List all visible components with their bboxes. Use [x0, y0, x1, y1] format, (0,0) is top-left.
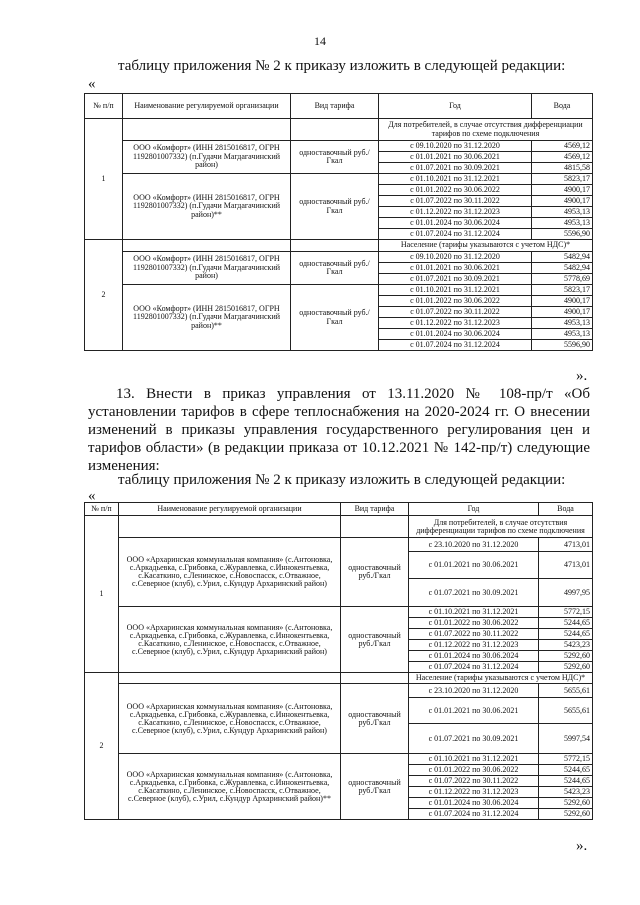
item-13-paragraph [88, 385, 590, 475]
value-cell: 4953,13 [532, 207, 593, 218]
period-cell: с 23.10.2020 по 31.12.2020 [409, 684, 539, 698]
empty-cell [119, 673, 341, 684]
section-row [85, 240, 593, 252]
org-name: ООО «Архаринская коммунальная компания» (с.Антоновка, с.Аркадьевка, с.Грибовка, с.Журавлевка, с.Иннокентьевка, с.Касаткино, с.Ленинское, с.Новоспасск, с.Отважное, с.Северное (клуб), с.Урил, с.Кундур Архаринский район)** [119, 754, 341, 820]
page-number: 14 [314, 34, 326, 48]
period-cell: с 01.10.2021 по 31.12.2021 [409, 754, 539, 765]
value-cell: 5292,60 [539, 798, 593, 809]
tariff-type: одноставочный руб./Гкал [291, 174, 379, 240]
tariff-table-2 [84, 502, 593, 820]
section-row [85, 673, 593, 684]
empty-cell [123, 240, 291, 252]
section-label: Население (тарифы указываются с учетом НДС)* [379, 240, 593, 252]
section-row [85, 119, 593, 141]
table-row [85, 285, 593, 296]
period-cell: с 01.01.2024 по 30.06.2024 [409, 651, 539, 662]
section-label: Для потребителей, в случае отсутствия дифференциации тарифов по схеме подключения [409, 516, 593, 538]
value-cell: 4569,12 [532, 152, 593, 163]
tariff-type: одноставочный руб./Гкал [341, 684, 409, 754]
value-cell: 5655,61 [539, 698, 593, 724]
close-quote-1: ». [576, 368, 588, 384]
period-cell: с 01.12.2022 по 31.12.2023 [409, 640, 539, 651]
header-cell: Вид тарифа [291, 94, 379, 119]
period-cell: с 01.07.2024 по 31.12.2024 [409, 809, 539, 820]
table-row [85, 174, 593, 185]
period-cell: с 01.07.2022 по 30.11.2022 [409, 776, 539, 787]
intro-text-2: таблицу приложения № 2 к приказу изложить в следующей редакции: [118, 472, 566, 488]
header-cell: № п/п [85, 94, 123, 119]
value-cell: 4569,12 [532, 141, 593, 152]
value-cell: 5772,15 [539, 607, 593, 618]
value-cell: 4713,01 [539, 538, 593, 552]
value-cell: 5778,69 [532, 274, 593, 285]
period-cell: с 01.01.2022 по 30.06.2022 [379, 185, 532, 196]
org-name: ООО «Архаринская коммунальная компания» (с.Антоновка, с.Аркадьевка, с.Грибовка, с.Журавлевка, с.Иннокентьевка, с.Касаткино, с.Ленинское, с.Новоспасск, с.Отважное, с.Северное (клуб), с.Урил, с.Кундур Архаринский район) [119, 538, 341, 607]
value-cell: 4713,01 [539, 552, 593, 579]
value-cell: 5482,94 [532, 263, 593, 274]
period-cell: с 01.07.2024 по 31.12.2024 [379, 340, 532, 351]
org-name: ООО «Архаринская коммунальная компания» (с.Антоновка, с.Аркадьевка, с.Грибовка, с.Журавлевка, с.Иннокентьевка, с.Касаткино, с.Ленинское, с.Новоспасск, с.Отважное, с.Северное (клуб), с.Урил, с.Кундур Архаринский район) [119, 684, 341, 754]
open-quote-1: « [88, 76, 96, 92]
row-number: 2 [85, 673, 119, 820]
period-cell: с 01.07.2021 по 30.09.2021 [379, 163, 532, 174]
period-cell: с 01.10.2021 по 31.12.2021 [409, 607, 539, 618]
period-cell: с 01.07.2022 по 30.11.2022 [409, 629, 539, 640]
period-cell: с 01.12.2022 по 31.12.2023 [379, 318, 532, 329]
period-cell: с 01.01.2022 по 30.06.2022 [409, 618, 539, 629]
value-cell: 5772,15 [539, 754, 593, 765]
table-row [85, 684, 593, 698]
value-cell: 4900,17 [532, 296, 593, 307]
header-cell: Вода [532, 94, 593, 119]
period-cell: с 01.01.2021 по 30.06.2021 [409, 698, 539, 724]
period-cell: с 23.10.2020 по 31.12.2020 [409, 538, 539, 552]
org-name: ООО «Комфорт» (ИНН 2815016817, ОГРН 1192801007332) (п.Гудачи Магдагачинский район) [123, 252, 291, 285]
tariff-type: одноставочный руб./Гкал [291, 285, 379, 351]
period-cell: с 01.07.2024 по 31.12.2024 [409, 662, 539, 673]
value-cell: 5596,90 [532, 340, 593, 351]
header-cell: Вода [539, 503, 593, 516]
tariff-type: одноставочный руб./Гкал [291, 141, 379, 174]
period-cell: с 01.07.2024 по 31.12.2024 [379, 229, 532, 240]
period-cell: с 01.12.2022 по 31.12.2023 [379, 207, 532, 218]
table-row [85, 607, 593, 618]
period-cell: с 01.07.2022 по 30.11.2022 [379, 196, 532, 207]
period-cell: с 01.07.2022 по 30.11.2022 [379, 307, 532, 318]
table-header-row [85, 503, 593, 516]
value-cell: 4900,17 [532, 307, 593, 318]
value-cell: 5823,17 [532, 285, 593, 296]
empty-cell [341, 516, 409, 538]
period-cell: с 01.10.2021 по 31.12.2021 [379, 285, 532, 296]
period-cell: с 09.10.2020 по 31.12.2020 [379, 141, 532, 152]
tariff-type: одноставочный руб./Гкал [341, 607, 409, 673]
value-cell: 5292,60 [539, 651, 593, 662]
org-name: ООО «Комфорт» (ИНН 2815016817, ОГРН 1192801007332) (п.Гудачи Магдагачинский район)** [123, 174, 291, 240]
table-header-row [85, 94, 593, 119]
period-cell: с 01.01.2024 по 30.06.2024 [409, 798, 539, 809]
period-cell: с 01.01.2022 по 30.06.2022 [379, 296, 532, 307]
value-cell: 5423,23 [539, 640, 593, 651]
row-number: 1 [85, 516, 119, 673]
value-cell: 5292,60 [539, 809, 593, 820]
section-row [85, 516, 593, 538]
open-quote-2: « [88, 488, 96, 504]
section-label: Для потребителей, в случае отсутствия дифференциации тарифов по схеме подключения [379, 119, 593, 141]
row-number: 1 [85, 119, 123, 240]
value-cell: 4953,13 [532, 329, 593, 340]
value-cell: 5423,23 [539, 787, 593, 798]
period-cell: с 01.07.2021 по 30.09.2021 [409, 579, 539, 607]
value-cell: 5292,60 [539, 662, 593, 673]
org-name: ООО «Архаринская коммунальная компания» (с.Антоновка, с.Аркадьевка, с.Грибовка, с.Журавлевка, с.Иннокентьевка, с.Касаткино, с.Ленинское, с.Новоспасск, с.Отважное, с.Северное (клуб), с.Урил, с.Кундур Архаринский район) [119, 607, 341, 673]
period-cell: с 09.10.2020 по 31.12.2020 [379, 252, 532, 263]
header-cell: № п/п [85, 503, 119, 516]
org-name: ООО «Комфорт» (ИНН 2815016817, ОГРН 1192801007332) (п.Гудачи Магдагачинский район) [123, 141, 291, 174]
org-name: ООО «Комфорт» (ИНН 2815016817, ОГРН 1192801007332) (п.Гудачи Магдагачинский район)** [123, 285, 291, 351]
empty-cell [291, 240, 379, 252]
value-cell: 5596,90 [532, 229, 593, 240]
value-cell: 4997,95 [539, 579, 593, 607]
header-cell: Год [409, 503, 539, 516]
value-cell: 5244,65 [539, 776, 593, 787]
value-cell: 5655,61 [539, 684, 593, 698]
period-cell: с 01.12.2022 по 31.12.2023 [409, 787, 539, 798]
period-cell: с 01.01.2024 по 30.06.2024 [379, 329, 532, 340]
value-cell: 4900,17 [532, 185, 593, 196]
value-cell: 4953,13 [532, 318, 593, 329]
header-cell: Наименование регулируемой организации [123, 94, 291, 119]
period-cell: с 01.01.2021 по 30.06.2021 [379, 263, 532, 274]
period-cell: с 01.10.2021 по 31.12.2021 [379, 174, 532, 185]
value-cell: 5244,65 [539, 765, 593, 776]
period-cell: с 01.01.2021 по 30.06.2021 [379, 152, 532, 163]
header-cell: Год [379, 94, 532, 119]
period-cell: с 01.01.2021 по 30.06.2021 [409, 552, 539, 579]
row-number: 2 [85, 240, 123, 351]
table-row [85, 538, 593, 552]
value-cell: 4953,13 [532, 218, 593, 229]
tariff-type: одноставочный руб./Гкал [341, 754, 409, 820]
close-quote-2: ». [576, 838, 588, 854]
item-13-number: 13. [116, 386, 135, 402]
period-cell: с 01.07.2021 по 30.09.2021 [379, 274, 532, 285]
value-cell: 5244,65 [539, 618, 593, 629]
period-cell: с 01.07.2021 по 30.09.2021 [409, 724, 539, 754]
value-cell: 4815,58 [532, 163, 593, 174]
value-cell: 5482,94 [532, 252, 593, 263]
tariff-table-1 [84, 93, 593, 351]
empty-cell [291, 119, 379, 141]
tariff-type: одноставочный руб./Гкал [341, 538, 409, 607]
empty-cell [123, 119, 291, 141]
empty-cell [119, 516, 341, 538]
tariff-type: одноставочный руб./Гкал [291, 252, 379, 285]
value-cell: 4900,17 [532, 196, 593, 207]
value-cell: 5997,54 [539, 724, 593, 754]
intro-text-1: таблицу приложения № 2 к приказу изложить в следующей редакции: [118, 58, 566, 74]
empty-cell [341, 673, 409, 684]
table-row [85, 141, 593, 152]
table-row [85, 252, 593, 263]
value-cell: 5244,65 [539, 629, 593, 640]
section-label: Население (тарифы указываются с учетом НДС)* [409, 673, 593, 684]
item-13-text: Внести в приказ управления от 13.11.2020 № 108-пр/т «Об установлении тарифов в сфере теплоснабжения на 2020-2024 гг. О внесении изменений в приказы управления государственного регулирования цен и тарифов области» (в редакции приказа от 10.12.2021 № 142-пр/т) следующие изменения: [88, 386, 591, 474]
header-cell: Вид тарифа [341, 503, 409, 516]
period-cell: с 01.01.2022 по 30.06.2022 [409, 765, 539, 776]
period-cell: с 01.01.2024 по 30.06.2024 [379, 218, 532, 229]
header-cell: Наименование регулируемой организации [119, 503, 341, 516]
value-cell: 5823,17 [532, 174, 593, 185]
table-row [85, 754, 593, 765]
